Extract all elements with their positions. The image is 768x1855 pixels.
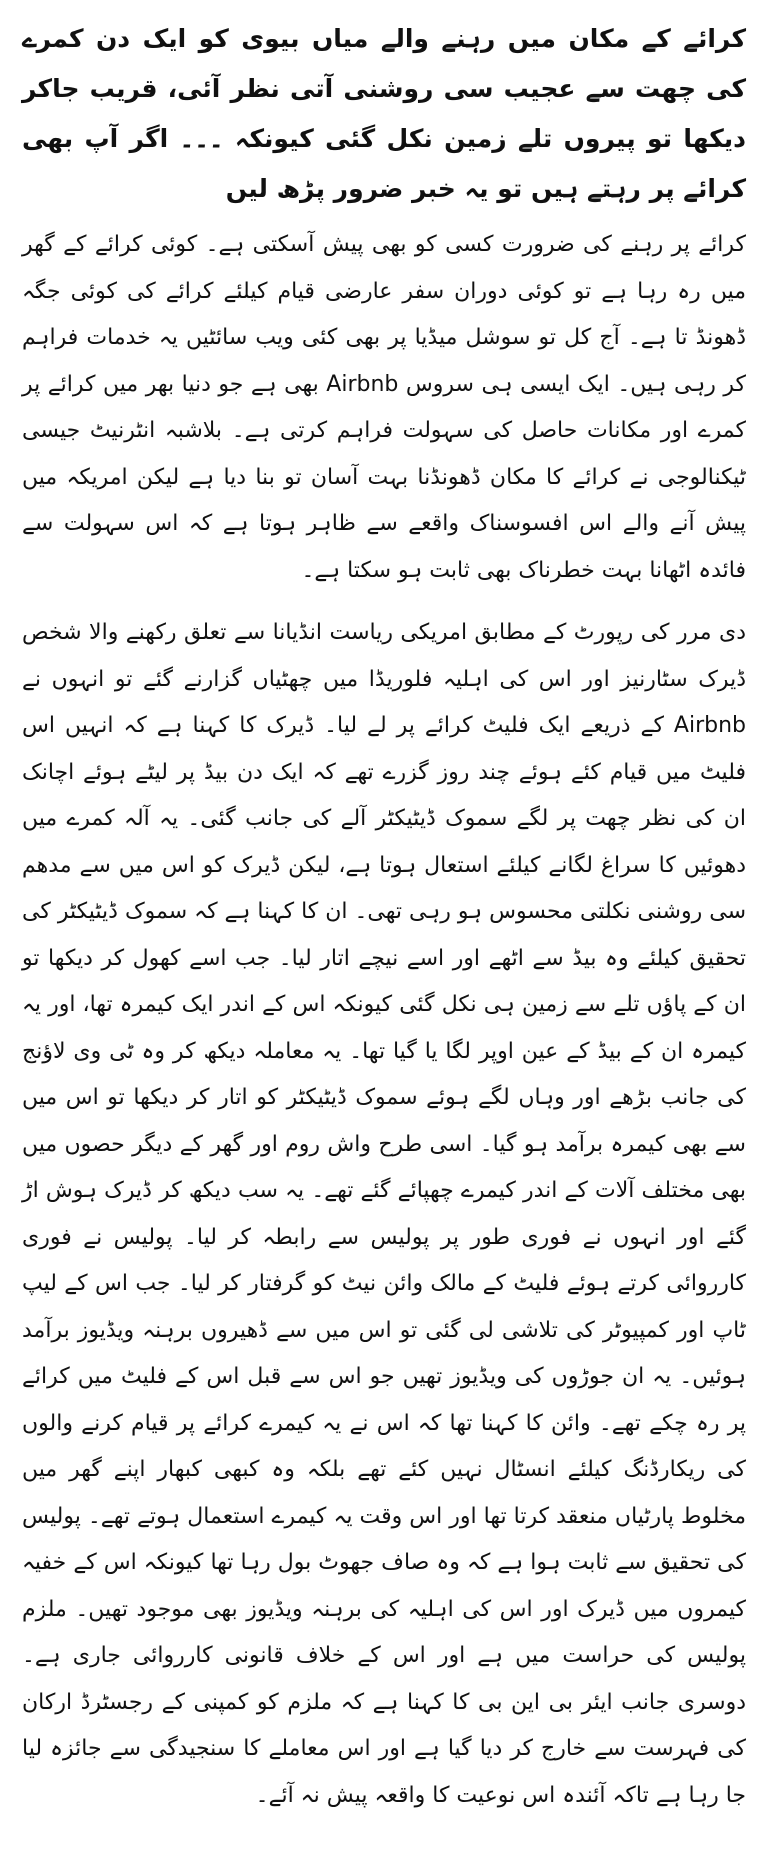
article-headline: کرائے کے مکان میں رہنے والے میاں بیوی کو ایک دن کمرے کی چھت سے عجیب سی روشنی آتی نظر آئی، قریب جاکر دیکھا تو پیروں تلے زمین نکل گئی کیونکہ ۔۔۔ اگر آپ بھی کرائے پر رہتے ہیں تو یہ خبر ضرور پڑھ لیں [22, 24, 746, 203]
article-paragraph-story: دی مرر کی رپورٹ کے مطابق امریکی ریاست انڈیانا سے تعلق رکھنے والا شخص ڈیرک سٹارنیز اور اس کی اہلیہ فلوریڈا میں چھٹیاں گزارنے گئے تو انہوں نے Airbnb کے ذریعے ایک فلیٹ کرائے پر لے لیا۔ ڈیرک کا کہنا ہے کہ انہیں اس فلیٹ میں قیام کئے ہوئے چند روز گزرے تھے کہ ایک دن بیڈ پر لیٹے ہوئے اچانک ان کی نظر چھت پر لگے سموک ڈیٹیکٹر آلے کی جانب گئی۔ یہ آلہ کمرے میں دھوئیں کا سراغ لگانے کیلئے استعال ہوتا ہے، لیکن ڈیرک کو اس میں سے مدھم سی روشنی نکلتی محسوس ہو رہی تھی۔ ان کا کہنا ہے کہ سموک ڈیٹیکٹر کی تحقیق کیلئے وہ بیڈ سے اٹھے اور اسے نیچے اتار لیا۔ جب اسے کھول کر دیکھا تو ان کے پاؤں تلے سے زمین ہی نکل گئی کیونکہ اس کے اندر ایک کیمرہ تھا، اور یہ کیمرہ ان کے بیڈ کے عین اوپر لگا یا گیا تھا۔ یہ معاملہ دیکھ کر وہ ٹی وی لاؤنج کی جانب بڑھے اور وہاں لگے ہوئے سموک ڈیٹیکٹر کو اتار کر دیکھا تو اس میں سے بھی کیمرہ برآمد ہو گیا۔ اسی طرح واش روم اور گھر کے دیگر حصوں میں بھی مختلف آلات کے اندر کیمرے چھپائے گئے تھے۔ یہ سب دیکھ کر ڈیرک ہوش اڑ گئے اور انہوں نے فوری طور پر پولیس سے رابطہ کر لیا۔ پولیس نے فوری کارروائی کرتے ہوئے فلیٹ کے مالک وائن نیٹ کو گرفتار کر لیا۔ جب اس کے لیپ ٹاپ اور کمپیوٹر کی تلاشی لی گئی تو اس میں سے ڈھیروں برہنہ ویڈیوز برآمد ہوئیں۔ یہ ان جوڑوں کی ویڈیوز تھیں جو اس سے قبل اس کے فلیٹ میں کرائے پر رہ چکے تھے۔ وائن کا کہنا تھا کہ اس نے یہ کیمرے کرائے پر قیام کرنے والوں کی ریکارڈنگ کیلئے انسٹال نہیں کئے تھے بلکہ وہ کبھی کبھار اپنے گھر میں مخلوط پارٹیاں منعقد کرتا تھا اور اس وقت یہ کیمرے استعمال ہوتے تھے۔ پولیس کی تحقیق سے ثابت ہوا ہے کہ وہ صاف جھوٹ بول رہا تھا کیونکہ اس کے خفیہ کیمروں میں ڈیرک اور اس کی اہلیہ کی برہنہ ویڈیوز بھی موجود تھیں۔ ملزم پولیس کی حراست میں ہے اور اس کے خلاف قانونی کارروائی جاری ہے۔ دوسری جانب ایئر بی این بی کا کہنا ہے کہ ملزم کو کمپنی کے رجسٹرڈ ارکان کی فہرست سے خارج کر دیا گیا ہے اور اس معاملے کا سنجیدگی سے جائزہ لیا جا رہا ہے تاکہ آئندہ اس نوعیت کا واقعہ پیش نہ آئے۔ [22, 620, 746, 1808]
article-paragraph-intro: کرائے پر رہنے کی ضرورت کسی کو بھی پیش آسکتی ہے۔ کوئی کرائے کے گھر میں رہ رہا ہے تو کوئی دوران سفر عارضی قیام کیلئے کرائے کی کوئی جگہ ڈھونڈ تا ہے۔ آج کل تو سوشل میڈیا پر بھی کئی ویب سائٹیں یہ خدمات فراہم کر رہی ہیں۔ ایک ایسی ہی سروس Airbnb بھی ہے جو دنیا بھر میں کرائے پر کمرے اور مکانات حاصل کی سہولت فراہم کرتی ہے۔ بلاشبہ انٹرنیٹ جیسی ٹیکنالوجی نے کرائے کا مکان ڈھونڈنا بہت آسان تو بنا دیا ہے لیکن امریکہ میں پیش آنے والے اس افسوسناک واقعے سے ظاہر ہوتا ہے کہ اس سہولت سے فائدہ اٹھانا بہت خطرناک بھی ثابت ہو سکتا ہے۔ [22, 232, 746, 583]
